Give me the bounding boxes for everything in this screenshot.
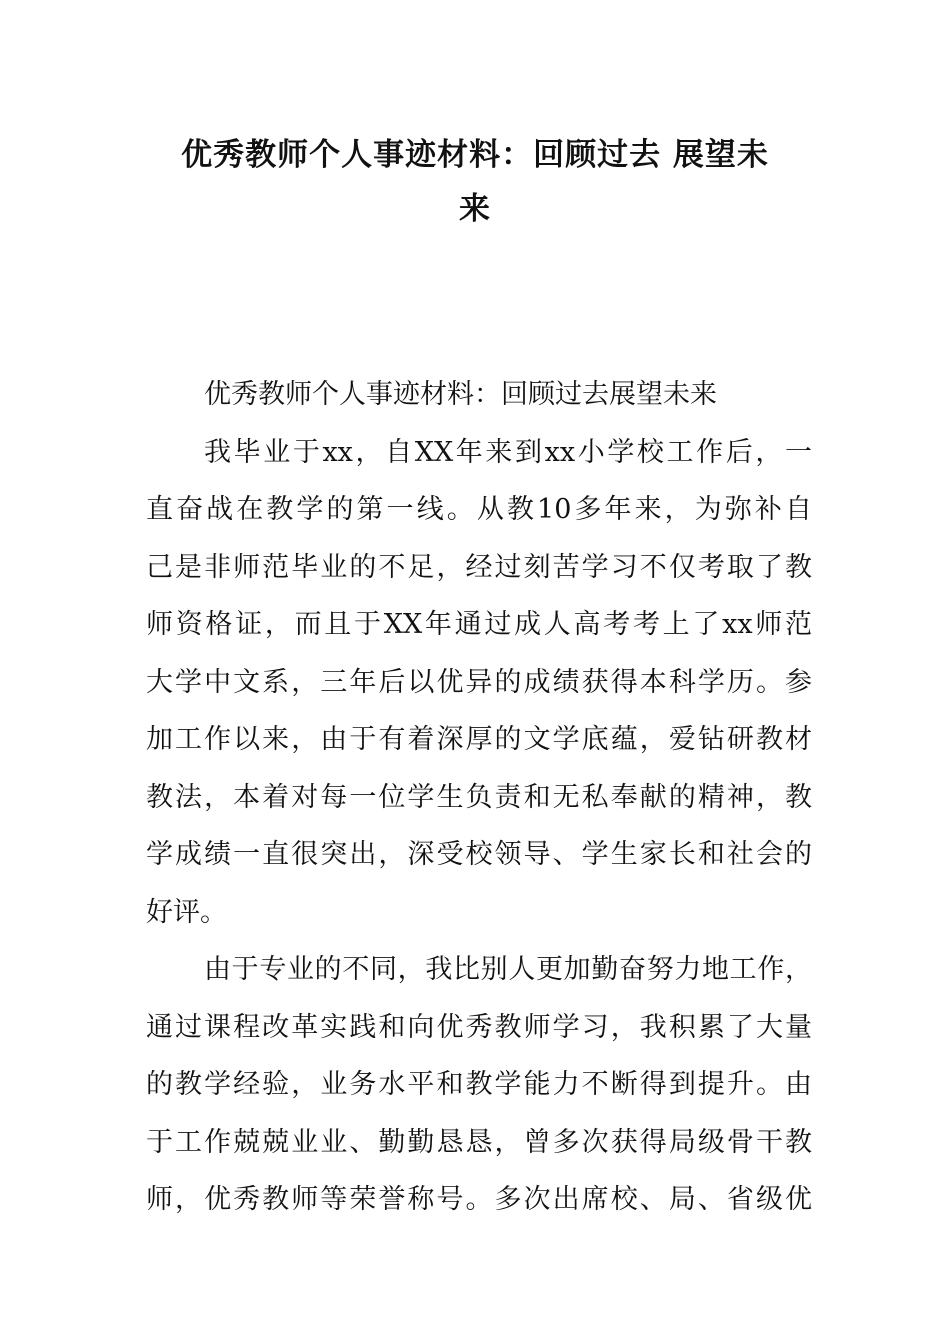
paragraph-2-line: 于工作兢兢业业、勤勤恳恳，曾多次获得局级骨干教 xyxy=(146,1126,812,1158)
paragraph-1-line: 教法，本着对每一位学生负责和无私奉献的精神，教 xyxy=(146,781,812,813)
title-line: 优秀教师个人事迹材料：回顾过去 展望未 xyxy=(181,137,769,173)
document-body xyxy=(146,366,812,1229)
paragraph-2-line: 的教学经验，业务水平和教学能力不断得到提升。由 xyxy=(146,1069,812,1100)
paragraph-1-line: 大学中文系，三年后以优异的成绩获得本科学历。参 xyxy=(146,666,812,698)
paragraph-1-line: 我毕业于xx，自XX年来到xx小学校工作后，一 xyxy=(204,436,812,468)
paragraph-2-line: 由于专业的不同，我比别人更加勤奋努力地工作， xyxy=(204,954,812,985)
paragraph-2-line: 师，优秀教师等荣誉称号。多次出席校、局、省级优 xyxy=(146,1184,812,1215)
subtitle-line: 优秀教师个人事迹材料：回顾过去展望未来 xyxy=(204,379,717,410)
paragraph-2-line: 通过课程改革实践和向优秀教师学习，我积累了大量 xyxy=(146,1011,812,1043)
title-line: 来 xyxy=(459,191,491,227)
document-title xyxy=(140,128,810,236)
paragraph-1-line: 直奋战在教学的第一线。从教10多年来，为弥补自 xyxy=(146,494,812,525)
paragraph-1-line: 好评。 xyxy=(146,896,227,928)
paragraph-1-line: 学成绩一直很突出，深受校领导、学生家长和社会的 xyxy=(146,839,812,870)
paragraph-1-line: 师资格证，而且于XX年通过成人高考考上了xx师范 xyxy=(146,609,812,640)
paragraph-1-line: 己是非师范毕业的不足，经过刻苦学习不仅考取了教 xyxy=(146,551,812,583)
paragraph-1-line: 加工作以来，由于有着深厚的文学底蕴，爱钻研教材 xyxy=(146,724,812,755)
